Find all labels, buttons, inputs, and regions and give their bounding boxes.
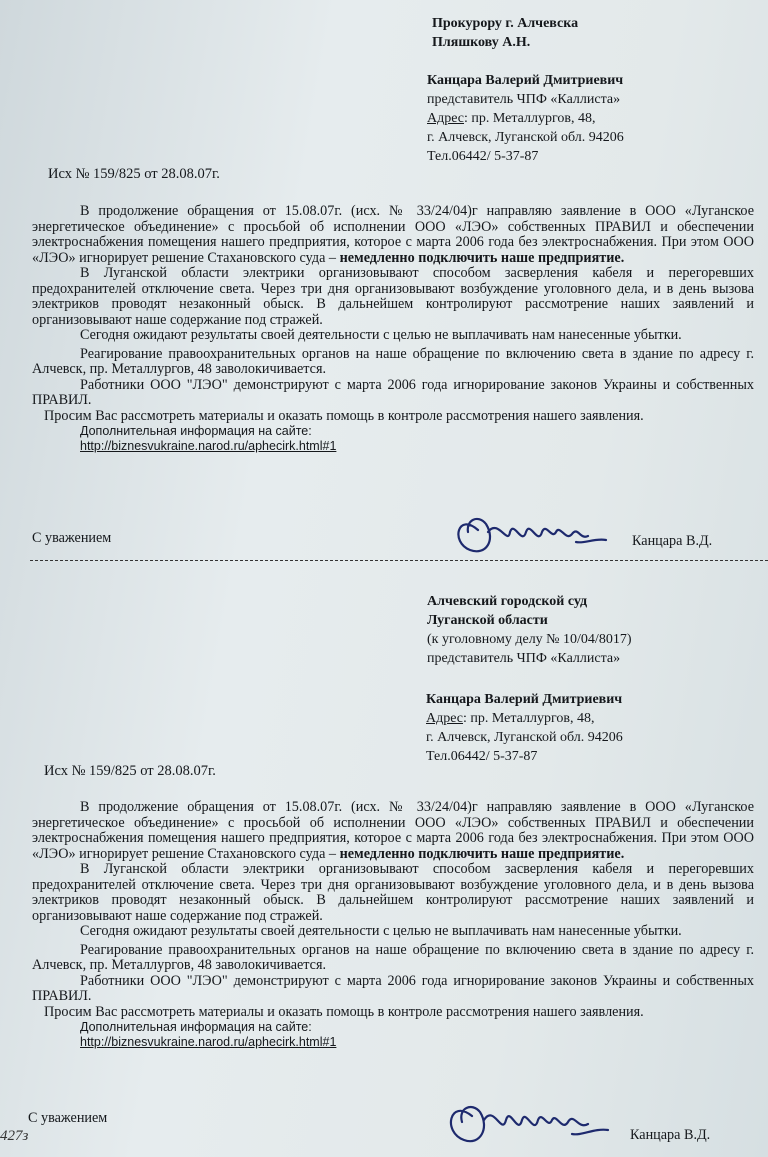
paragraph-6: Просим Вас рассмотреть материалы и оказать помощь в контроле рассмотрения нашего заявления.: [44, 1003, 644, 1020]
letter-body-2: [32, 800, 754, 1051]
regards-1: С уважением: [32, 530, 112, 546]
info-link[interactable]: http://biznesvukraine.narod.ru/aphecirk.html#1: [80, 1035, 337, 1049]
paragraph-5: Работники ООО "ЛЭО" демонстрируют с марта 2006 года игнорирование законов Украины и собственных ПРАВИЛ.: [32, 972, 754, 1004]
case-reference: (к уголовному делу № 10/04/8017): [427, 632, 632, 647]
sender-name: Канцара Валерий Дмитриевич: [427, 73, 624, 88]
handwritten-note: 427з: [0, 1128, 29, 1144]
paragraph-3: Сегодня ожидают результаты своей деятельности с целью не выплачивать нам нанесенные убытки.: [80, 327, 682, 343]
sender-phone: Тел.06442/ 5-37-87: [427, 149, 539, 164]
sender-block-1: [427, 71, 624, 166]
sender-block-2: [426, 690, 623, 766]
paragraph-6: Просим Вас рассмотреть материалы и оказать помощь в контроле рассмотрения нашего заявления.: [44, 407, 644, 424]
sender-name: Канцара Валерий Дмитриевич: [426, 692, 623, 707]
sender-city: г. Алчевск, Луганской обл. 94206: [426, 730, 623, 745]
paragraph-2: В Луганской области электрики организовывают способом засверления кабеля и перегоревших предохранителей отключение света. Через три дня организовывают возбуждение уголовного дела, и в день вызова электриков проводят незаконный обыск. В дальнейшем контролируют рассмотрение наших заявлений и организовывают наше содержание под стражей.: [32, 861, 754, 924]
paragraph-4: Реагирование правоохранительных органов на наше обращение по включению света в здание по адресу г. Алчевск, пр. Металлургов, 48 заволокичивается.: [32, 345, 754, 377]
sender-address: Адрес: пр. Металлургов, 48,: [426, 711, 595, 726]
recipient-line-2: Пляшкову А.Н.: [432, 35, 531, 50]
sender-role: представитель ЧПФ «Каллиста»: [427, 651, 621, 666]
regards-2: С уважением: [28, 1110, 108, 1126]
recipient-line-1: Алчевский городской суд: [427, 594, 588, 609]
paragraph-4: Реагирование правоохранительных органов на наше обращение по включению света в здание по адресу г. Алчевск, пр. Металлургов, 48 заволокичивается.: [32, 941, 754, 973]
outgoing-reference-2: Исх № 159/825 от 28.08.07г.: [44, 763, 216, 779]
sender-city: г. Алчевск, Луганской обл. 94206: [427, 130, 624, 145]
recipient-line-1: Прокурору г. Алчевска: [432, 16, 579, 31]
signature-2: [440, 1090, 630, 1152]
recipient-line-2: Луганской области: [427, 613, 548, 628]
paragraph-2: В Луганской области электрики организовывают способом засверления кабеля и перегоревших предохранителей отключение света. Через три дня организовывают возбуждение уголовного дела, и в день вызова электриков проводят незаконный обыск. В дальнейшем контролируют рассмотрение наших заявлений и организовывают наше содержание под стражей.: [32, 265, 754, 328]
letter-body-1: [32, 204, 754, 455]
sender-phone: Тел.06442/ 5-37-87: [426, 749, 538, 764]
paragraph-5: Работники ООО "ЛЭО" демонстрируют с марта 2006 года игнорирование законов Украины и собственных ПРАВИЛ.: [32, 376, 754, 408]
signer-name-1: Канцара В.Д.: [632, 533, 713, 549]
cut-line-divider: [30, 560, 768, 561]
recipient-block-2: [427, 592, 631, 668]
paragraph-1: В продолжение обращения от 15.08.07г. (исх. № 33/24/04)г направляю заявление в ООО «Луганское энергетическое объединение» с просьбой об исполнении ООО «ЛЭО» собственных ПРАВИЛ и обеспечении электроснабжения помещения нашего предприятия, которое с марта 2006 года без электроснабжения. При этом ООО «ЛЭО» игнорирует решение Стахановского суда – немедленно подключить наше предприятие.: [32, 799, 754, 862]
recipient-block-1: [432, 14, 578, 52]
signer-name-2: Канцара В.Д.: [630, 1127, 711, 1143]
info-label: Дополнительная информация на сайте:: [80, 1020, 312, 1034]
bold-demand: немедленно подключить наше предприятие.: [339, 249, 625, 266]
outgoing-reference-1: Исх № 159/825 от 28.08.07г.: [48, 166, 220, 182]
info-link[interactable]: http://biznesvukraine.narod.ru/aphecirk.html#1: [80, 439, 337, 453]
info-label: Дополнительная информация на сайте:: [80, 424, 312, 438]
sender-address: Адрес: пр. Металлургов, 48,: [427, 111, 596, 126]
signature-1: [448, 502, 628, 562]
paragraph-1: В продолжение обращения от 15.08.07г. (исх. № 33/24/04)г направляю заявление в ООО «Луганское энергетическое объединение» с просьбой об исполнении ООО «ЛЭО» собственных ПРАВИЛ и обеспечении электроснабжения помещения нашего предприятия, которое с марта 2006 года без электроснабжения. При этом ООО «ЛЭО» игнорирует решение Стахановского суда – немедленно подключить наше предприятие.: [32, 203, 754, 266]
sender-role: представитель ЧПФ «Каллиста»: [427, 92, 621, 107]
bold-demand: немедленно подключить наше предприятие.: [339, 845, 625, 862]
paragraph-3: Сегодня ожидают результаты своей деятельности с целью не выплачивать нам нанесенные убытки.: [80, 923, 682, 939]
